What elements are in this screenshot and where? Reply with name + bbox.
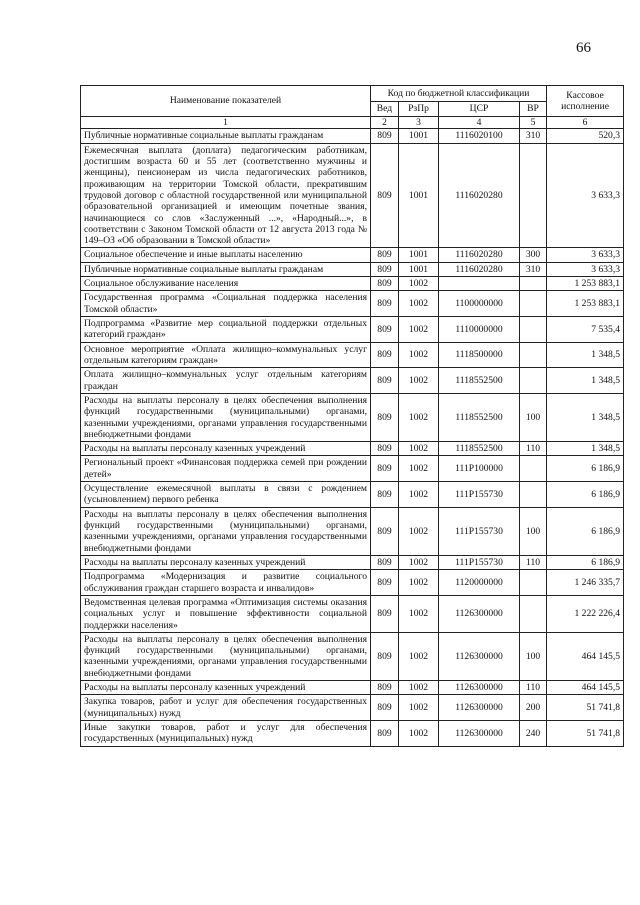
cell-ved: 809 <box>371 695 399 721</box>
cell-csr: 1100000000 <box>439 291 520 317</box>
cell-csr: 1126300000 <box>439 632 520 680</box>
cell-amount: 6 186,9 <box>547 507 624 555</box>
table-row <box>81 570 624 596</box>
cell-amount: 1 348,5 <box>547 393 624 441</box>
table-row <box>81 456 624 482</box>
cell-amount: 6 186,9 <box>547 482 624 508</box>
table-row <box>81 277 624 291</box>
column-number: 4 <box>439 117 520 129</box>
cell-name: Социальное обслуживание населения <box>81 277 371 291</box>
cell-vr: 110 <box>520 442 547 456</box>
cell-ved: 809 <box>371 129 399 143</box>
cell-amount: 520,3 <box>547 129 624 143</box>
cell-ved: 809 <box>371 368 399 394</box>
table-row <box>81 342 624 368</box>
cell-csr: 1120000000 <box>439 570 520 596</box>
cell-ved: 809 <box>371 248 399 262</box>
cell-amount: 1 348,5 <box>547 368 624 394</box>
table-row <box>81 262 624 276</box>
cell-name: Ведомственная целевая программа «Оптимизация системы оказания социальных услуг и повышение эффективности социальной поддержки населения» <box>81 595 371 632</box>
cell-vr <box>520 342 547 368</box>
cell-csr: 1116020280 <box>439 248 520 262</box>
cell-ved: 809 <box>371 507 399 555</box>
cell-name: Публичные нормативные социальные выплаты гражданам <box>81 262 371 276</box>
column-number: 3 <box>399 117 439 129</box>
cell-name: Расходы на выплаты персоналу в целях обеспечения выполнения функций государственными (муниципальными) органами, казенными учреждениями, органами управления государственными внебюджетными фондами <box>81 393 371 441</box>
table-row <box>81 482 624 508</box>
cell-name: Публичные нормативные социальные выплаты гражданам <box>81 129 371 143</box>
cell-rzpr: 1002 <box>399 442 439 456</box>
cell-rzpr: 1002 <box>399 721 439 747</box>
cell-name: Расходы на выплаты персоналу казенных учреждений <box>81 442 371 456</box>
cell-csr <box>439 277 520 291</box>
table-row <box>81 555 624 569</box>
cell-csr: 1116020100 <box>439 129 520 143</box>
cell-rzpr: 1002 <box>399 555 439 569</box>
cell-csr: 111P155730 <box>439 482 520 508</box>
cell-ved: 809 <box>371 262 399 276</box>
cell-amount: 3 633,3 <box>547 262 624 276</box>
table-row <box>81 721 624 747</box>
table-row <box>81 248 624 262</box>
header-amount: Кассовое исполнение <box>547 86 624 117</box>
cell-ved: 809 <box>371 456 399 482</box>
cell-vr: 110 <box>520 681 547 695</box>
cell-rzpr: 1001 <box>399 262 439 276</box>
cell-csr: 1116020280 <box>439 143 520 248</box>
cell-ved: 809 <box>371 393 399 441</box>
cell-vr: 300 <box>520 248 547 262</box>
header-rzpr: РзПр <box>399 102 439 117</box>
table-row <box>81 393 624 441</box>
cell-name: Социальное обеспечение и иные выплаты населению <box>81 248 371 262</box>
cell-rzpr: 1002 <box>399 393 439 441</box>
table-row <box>81 291 624 317</box>
cell-vr: 200 <box>520 695 547 721</box>
cell-amount: 7 535,4 <box>547 317 624 343</box>
cell-vr: 100 <box>520 393 547 441</box>
cell-csr: 1118552500 <box>439 368 520 394</box>
table-row <box>81 143 624 248</box>
cell-vr <box>520 456 547 482</box>
cell-csr: 1116020280 <box>439 262 520 276</box>
cell-ved: 809 <box>371 482 399 508</box>
column-number: 5 <box>520 117 547 129</box>
cell-ved: 809 <box>371 277 399 291</box>
cell-amount: 51 741,8 <box>547 695 624 721</box>
cell-vr <box>520 595 547 632</box>
cell-name: Расходы на выплаты персоналу в целях обеспечения выполнения функций государственными (муниципальными) органами, казенными учреждениями, органами управления государственными внебюджетными фондами <box>81 632 371 680</box>
cell-ved: 809 <box>371 570 399 596</box>
cell-vr: 110 <box>520 555 547 569</box>
budget-table <box>80 85 624 747</box>
cell-csr: 111P100000 <box>439 456 520 482</box>
table-row <box>81 632 624 680</box>
cell-vr <box>520 368 547 394</box>
cell-csr: 1118552500 <box>439 393 520 441</box>
cell-vr: 240 <box>520 721 547 747</box>
cell-csr: 1126300000 <box>439 681 520 695</box>
cell-name: Расходы на выплаты персоналу в целях обеспечения выполнения функций государственными (муниципальными) органами, казенными учреждениями, органами управления государственными внебюджетными фондами <box>81 507 371 555</box>
table-row <box>81 368 624 394</box>
header-vr: ВР <box>520 102 547 117</box>
column-number: 6 <box>547 117 624 129</box>
cell-amount: 3 633,3 <box>547 143 624 248</box>
cell-ved: 809 <box>371 143 399 248</box>
cell-name: Оплата жилищно–коммунальных услуг отдельным категориям граждан <box>81 368 371 394</box>
column-number: 2 <box>371 117 399 129</box>
cell-rzpr: 1001 <box>399 129 439 143</box>
cell-vr <box>520 291 547 317</box>
cell-rzpr: 1001 <box>399 143 439 248</box>
cell-ved: 809 <box>371 681 399 695</box>
cell-rzpr: 1002 <box>399 368 439 394</box>
cell-vr <box>520 317 547 343</box>
table-row <box>81 595 624 632</box>
cell-rzpr: 1002 <box>399 595 439 632</box>
cell-rzpr: 1002 <box>399 317 439 343</box>
cell-vr <box>520 482 547 508</box>
cell-ved: 809 <box>371 291 399 317</box>
cell-amount: 6 186,9 <box>547 456 624 482</box>
cell-amount: 3 633,3 <box>547 248 624 262</box>
cell-amount: 1 222 226,4 <box>547 595 624 632</box>
cell-name: Региональный проект «Финансовая поддержка семей при рождении детей» <box>81 456 371 482</box>
cell-ved: 809 <box>371 595 399 632</box>
cell-amount: 1 348,5 <box>547 442 624 456</box>
cell-name: Ежемесячная выплата (доплата) педагогическим работникам, достигшим возраста 60 и 55 лет (соответственно мужчины и женщины), пенсионерам из числа педагогических работников, проживающим на территории Томской области, прекратившим трудовой договор с областной государственной или муниципальной образовательной организацией и имеющим почетные звания, начинающиеся со слов «Заслуженный ...», «Народный...», в соответствии с Законом Томской области от 12 августа 2013 года № 149–ОЗ «Об образовании в Томской области» <box>81 143 371 248</box>
cell-ved: 809 <box>371 632 399 680</box>
cell-name: Основное мероприятие «Оплата жилищно–коммунальных услуг отдельным категориям граждан» <box>81 342 371 368</box>
cell-ved: 809 <box>371 342 399 368</box>
cell-rzpr: 1002 <box>399 291 439 317</box>
table-row <box>81 681 624 695</box>
cell-rzpr: 1002 <box>399 695 439 721</box>
cell-vr: 310 <box>520 129 547 143</box>
cell-name: Закупка товаров, работ и услуг для обеспечения государственных (муниципальных) нужд <box>81 695 371 721</box>
cell-name: Подпрограмма «Модернизация и развитие социального обслуживания граждан старшего возраста и инвалидов» <box>81 570 371 596</box>
cell-amount: 1 253 883,1 <box>547 291 624 317</box>
column-number: 1 <box>81 117 371 129</box>
table-row <box>81 317 624 343</box>
cell-amount: 6 186,9 <box>547 555 624 569</box>
table-row <box>81 442 624 456</box>
cell-amount: 51 741,8 <box>547 721 624 747</box>
table-row <box>81 507 624 555</box>
cell-vr <box>520 143 547 248</box>
cell-amount: 1 253 883,1 <box>547 277 624 291</box>
cell-amount: 464 145,5 <box>547 681 624 695</box>
header-ved: Вед <box>371 102 399 117</box>
cell-rzpr: 1002 <box>399 507 439 555</box>
cell-name: Расходы на выплаты персоналу казенных учреждений <box>81 555 371 569</box>
header-csr: ЦСР <box>439 102 520 117</box>
cell-rzpr: 1002 <box>399 482 439 508</box>
cell-rzpr: 1002 <box>399 681 439 695</box>
cell-vr <box>520 570 547 596</box>
cell-rzpr: 1001 <box>399 248 439 262</box>
page-number: 66 <box>576 40 591 56</box>
cell-csr: 111P155730 <box>439 555 520 569</box>
cell-csr: 1126300000 <box>439 695 520 721</box>
cell-name: Подпрограмма «Развитие мер социальной поддержки отдельных категорий граждан» <box>81 317 371 343</box>
cell-name: Государственная программа «Социальная поддержка населения Томской области» <box>81 291 371 317</box>
cell-ved: 809 <box>371 317 399 343</box>
cell-ved: 809 <box>371 442 399 456</box>
cell-vr: 100 <box>520 507 547 555</box>
cell-ved: 809 <box>371 721 399 747</box>
cell-rzpr: 1002 <box>399 570 439 596</box>
cell-csr: 1110000000 <box>439 317 520 343</box>
cell-csr: 111P155730 <box>439 507 520 555</box>
cell-name: Иные закупки товаров, работ и услуг для обеспечения государственных (муниципальных) нужд <box>81 721 371 747</box>
header-code-group: Код по бюджетной классификации <box>371 86 547 102</box>
cell-rzpr: 1002 <box>399 342 439 368</box>
cell-csr: 1118552500 <box>439 442 520 456</box>
table-row <box>81 695 624 721</box>
cell-ved: 809 <box>371 555 399 569</box>
cell-csr: 1126300000 <box>439 721 520 747</box>
cell-vr: 310 <box>520 262 547 276</box>
cell-csr: 1118500000 <box>439 342 520 368</box>
header-name: Наименование показателей <box>81 86 371 117</box>
cell-csr: 1126300000 <box>439 595 520 632</box>
cell-vr: 100 <box>520 632 547 680</box>
cell-vr <box>520 277 547 291</box>
cell-name: Осуществление ежемесячной выплаты в связи с рождением (усыновлением) первого ребенка <box>81 482 371 508</box>
table-row <box>81 129 624 143</box>
cell-rzpr: 1002 <box>399 277 439 291</box>
cell-amount: 1 348,5 <box>547 342 624 368</box>
cell-rzpr: 1002 <box>399 456 439 482</box>
cell-rzpr: 1002 <box>399 632 439 680</box>
cell-amount: 464 145,5 <box>547 632 624 680</box>
cell-name: Расходы на выплаты персоналу казенных учреждений <box>81 681 371 695</box>
cell-amount: 1 246 335,7 <box>547 570 624 596</box>
